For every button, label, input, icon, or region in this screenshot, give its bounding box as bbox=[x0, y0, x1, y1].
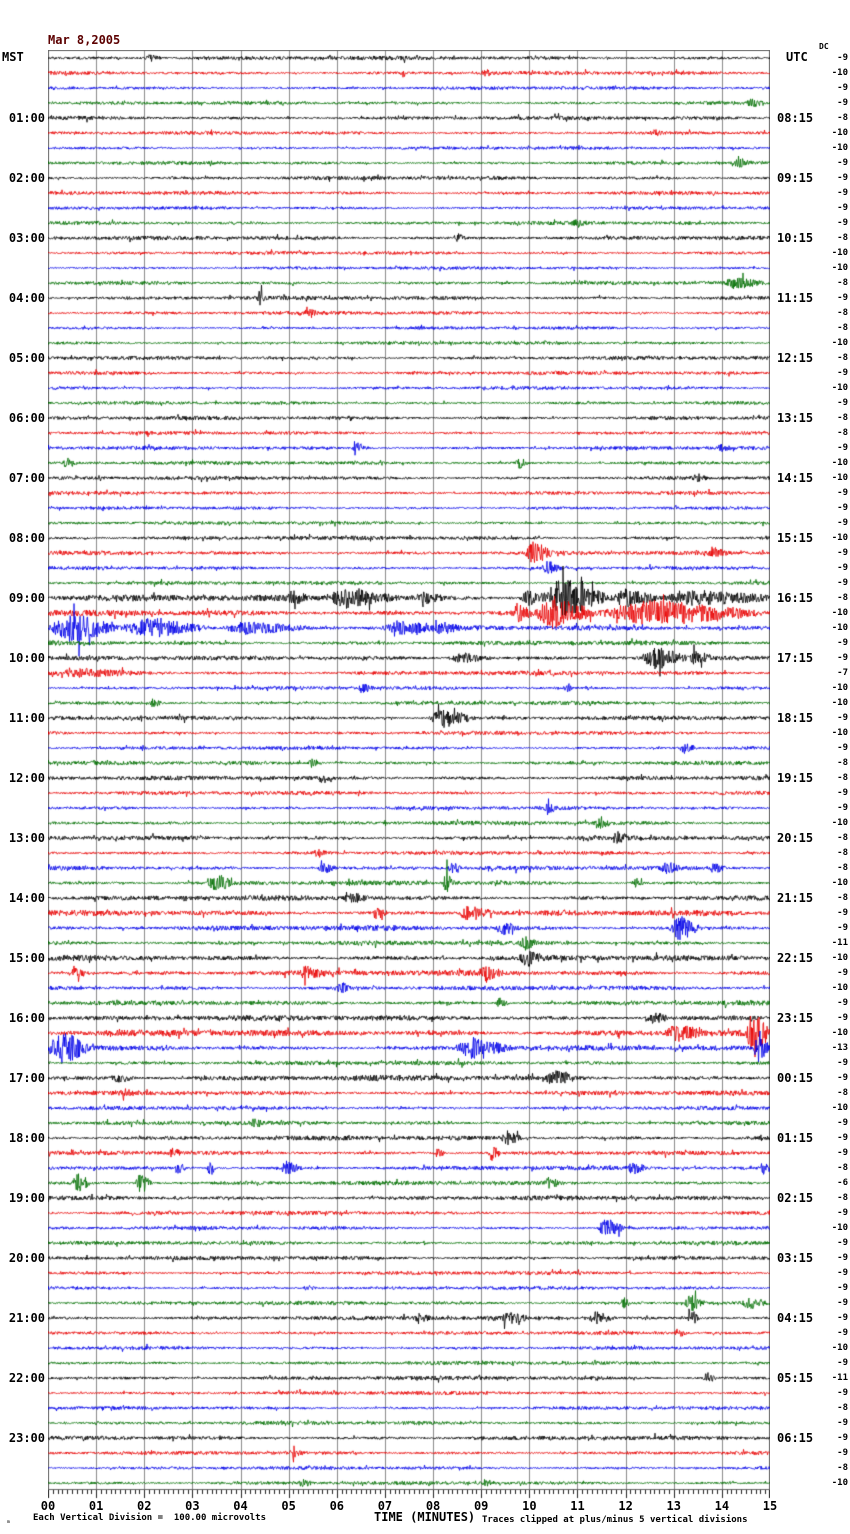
dc-value: -10 bbox=[831, 728, 848, 738]
dc-value: -9 bbox=[837, 293, 848, 303]
utc-label: 01:15 bbox=[777, 1131, 814, 1145]
utc-label: 05:15 bbox=[777, 1371, 814, 1385]
dc-value: -9 bbox=[837, 203, 848, 213]
vertical-division-note: Each Vertical Division = 100.00 microvolts bbox=[33, 1513, 266, 1523]
utc-label: 19:15 bbox=[777, 771, 814, 785]
dc-value: -9 bbox=[837, 743, 848, 753]
mst-label: 03:00 bbox=[8, 231, 45, 245]
utc-label: 14:15 bbox=[777, 471, 814, 485]
dc-value: -9 bbox=[837, 578, 848, 588]
x-tick-label: 08 bbox=[425, 1499, 441, 1513]
dc-value: -13 bbox=[831, 1043, 848, 1053]
dc-value: -10 bbox=[831, 1223, 848, 1233]
dc-value: -9 bbox=[837, 998, 848, 1008]
x-tick-label: 12 bbox=[618, 1499, 633, 1513]
dc-value: -7 bbox=[837, 668, 848, 678]
dc-value: -11 bbox=[831, 938, 848, 948]
dc-value: -9 bbox=[837, 1418, 848, 1428]
dc-value: -10 bbox=[831, 623, 848, 633]
dc-value: -9 bbox=[837, 638, 848, 648]
dc-value: -9 bbox=[837, 908, 848, 918]
dc-value: -10 bbox=[831, 683, 848, 693]
utc-label: 18:15 bbox=[777, 711, 814, 725]
mst-label: 14:00 bbox=[8, 891, 45, 905]
dc-value: -9 bbox=[837, 488, 848, 498]
dc-value: -9 bbox=[837, 968, 848, 978]
dc-value: -9 bbox=[837, 1073, 848, 1083]
utc-label: 17:15 bbox=[777, 651, 814, 665]
dc-value: -10 bbox=[831, 608, 848, 618]
dc-value: -9 bbox=[837, 653, 848, 663]
dc-value: -10 bbox=[831, 953, 848, 963]
utc-label: 06:15 bbox=[777, 1431, 814, 1445]
dc-value: -8 bbox=[837, 428, 848, 438]
mst-label: 02:00 bbox=[8, 171, 45, 185]
x-tick-label: 00 bbox=[40, 1499, 56, 1513]
dc-value: -9 bbox=[837, 1358, 848, 1368]
dc-value: -8 bbox=[837, 1088, 848, 1098]
utc-label: 00:15 bbox=[777, 1071, 814, 1085]
dc-value: -8 bbox=[837, 278, 848, 288]
mst-label: 10:00 bbox=[8, 651, 45, 665]
dc-value: -8 bbox=[837, 413, 848, 423]
mst-label: 05:00 bbox=[8, 351, 45, 365]
utc-label: 20:15 bbox=[777, 831, 814, 845]
utc-label: 13:15 bbox=[777, 411, 814, 425]
dc-value: -10 bbox=[831, 248, 848, 258]
utc-label: 10:15 bbox=[777, 231, 814, 245]
mst-label: 17:00 bbox=[8, 1071, 45, 1085]
clipping-note: Traces clipped at plus/minus 5 vertical divisions bbox=[482, 1515, 748, 1525]
mst-label: 08:00 bbox=[8, 531, 45, 545]
x-tick-label: 13 bbox=[666, 1499, 681, 1513]
dc-value: -8 bbox=[837, 848, 848, 858]
mst-label: 22:00 bbox=[8, 1371, 45, 1385]
x-tick-label: 02 bbox=[137, 1499, 152, 1513]
mst-label: 20:00 bbox=[8, 1251, 45, 1265]
dc-value: -8 bbox=[837, 113, 848, 123]
dc-value: -9 bbox=[837, 1058, 848, 1068]
x-tick-label: 14 bbox=[714, 1499, 730, 1513]
dc-value: -8 bbox=[837, 323, 848, 333]
dc-value: -8 bbox=[837, 1403, 848, 1413]
mst-label: 19:00 bbox=[8, 1191, 45, 1205]
x-tick-label: 09 bbox=[473, 1499, 489, 1513]
dc-value: -10 bbox=[831, 458, 848, 468]
dc-value: -8 bbox=[837, 773, 848, 783]
x-tick-label: 11 bbox=[570, 1499, 585, 1513]
dc-value: -9 bbox=[837, 398, 848, 408]
dc-value: -8 bbox=[837, 833, 848, 843]
x-axis-title: TIME (MINUTES) bbox=[374, 1510, 476, 1524]
dc-value: -10 bbox=[831, 1478, 848, 1488]
dc-value: -8 bbox=[837, 308, 848, 318]
utc-label: 22:15 bbox=[777, 951, 814, 965]
dc-value: -9 bbox=[837, 1013, 848, 1023]
utc-axis-title: UTC bbox=[786, 50, 808, 64]
dc-value: -8 bbox=[837, 233, 848, 243]
x-tick-label: 03 bbox=[185, 1499, 200, 1513]
dc-value: -9 bbox=[837, 563, 848, 573]
dc-value: -9 bbox=[837, 518, 848, 528]
dc-value: -9 bbox=[837, 368, 848, 378]
mst-label: 21:00 bbox=[8, 1311, 45, 1325]
dc-value: -9 bbox=[837, 1208, 848, 1218]
utc-label: 21:15 bbox=[777, 891, 814, 905]
dc-value: -9 bbox=[837, 713, 848, 723]
utc-label: 11:15 bbox=[777, 291, 814, 305]
utc-label: 12:15 bbox=[777, 351, 814, 365]
mst-axis-title: MST bbox=[2, 50, 24, 64]
mst-label: 06:00 bbox=[8, 411, 45, 425]
corner-glyph: ₘ bbox=[6, 1516, 11, 1525]
dc-value: -9 bbox=[837, 923, 848, 933]
dc-value: -9 bbox=[837, 1253, 848, 1263]
mst-label: 12:00 bbox=[8, 771, 45, 785]
x-tick-label: 06 bbox=[329, 1499, 345, 1513]
dc-value: -9 bbox=[837, 1313, 848, 1323]
dc-value: -9 bbox=[837, 53, 848, 63]
dc-value: -8 bbox=[837, 1193, 848, 1203]
dc-value: -9 bbox=[837, 83, 848, 93]
dc-value: -9 bbox=[837, 1388, 848, 1398]
dc-value: -9 bbox=[837, 443, 848, 453]
x-tick-label: 01 bbox=[88, 1499, 104, 1513]
mst-label: 09:00 bbox=[8, 591, 45, 605]
dc-value: -9 bbox=[837, 803, 848, 813]
dc-value: -10 bbox=[831, 878, 848, 888]
x-tick-label: 07 bbox=[377, 1499, 393, 1513]
dc-value: -10 bbox=[831, 1103, 848, 1113]
dc-value: -10 bbox=[831, 383, 848, 393]
utc-label: 16:15 bbox=[777, 591, 814, 605]
mst-label: 04:00 bbox=[8, 291, 45, 305]
dc-value: -9 bbox=[837, 98, 848, 108]
utc-label: 04:15 bbox=[777, 1311, 814, 1325]
dc-value: -10 bbox=[831, 1343, 848, 1353]
x-tick-label: 10 bbox=[522, 1499, 537, 1513]
dc-value: -8 bbox=[837, 863, 848, 873]
utc-label: 02:15 bbox=[777, 1191, 814, 1205]
mst-label: 15:00 bbox=[8, 951, 45, 965]
dc-value: -9 bbox=[837, 158, 848, 168]
dc-value: -10 bbox=[831, 533, 848, 543]
utc-label: 03:15 bbox=[777, 1251, 814, 1265]
utc-label: 09:15 bbox=[777, 171, 814, 185]
utc-label: 23:15 bbox=[777, 1011, 814, 1025]
dc-value: -10 bbox=[831, 143, 848, 153]
dc-value: -8 bbox=[837, 893, 848, 903]
mst-label: 01:00 bbox=[8, 111, 45, 125]
mst-label: 18:00 bbox=[8, 1131, 45, 1145]
mst-label: 07:00 bbox=[8, 471, 45, 485]
x-tick-label: 05 bbox=[281, 1499, 296, 1513]
dc-value: -9 bbox=[837, 1298, 848, 1308]
dc-value: -9 bbox=[837, 188, 848, 198]
dc-column-title: DC bbox=[819, 42, 829, 51]
dc-value: -9 bbox=[837, 1448, 848, 1458]
utc-label: 08:15 bbox=[777, 111, 814, 125]
utc-label: 15:15 bbox=[777, 531, 814, 545]
header-date: Mar 8,2005 bbox=[48, 33, 121, 47]
dc-value: -10 bbox=[831, 1028, 848, 1038]
dc-value: -8 bbox=[837, 593, 848, 603]
dc-value: -10 bbox=[831, 338, 848, 348]
dc-value: -9 bbox=[837, 173, 848, 183]
x-tick-label: 04 bbox=[233, 1499, 248, 1513]
dc-value: -9 bbox=[837, 1283, 848, 1293]
dc-value: -10 bbox=[831, 68, 848, 78]
dc-value: -10 bbox=[831, 818, 848, 828]
dc-value: -8 bbox=[837, 353, 848, 363]
mst-label: 13:00 bbox=[8, 831, 45, 845]
dc-value: -8 bbox=[837, 758, 848, 768]
x-tick-label: 15 bbox=[762, 1499, 778, 1513]
dc-value: -10 bbox=[831, 698, 848, 708]
dc-value: -10 bbox=[831, 263, 848, 273]
dc-value: -9 bbox=[837, 1133, 848, 1143]
mst-label: 16:00 bbox=[8, 1011, 45, 1025]
seismogram-trace-canvas bbox=[48, 50, 770, 1500]
dc-value: -9 bbox=[837, 1433, 848, 1443]
mst-label: 11:00 bbox=[8, 711, 45, 725]
dc-value: -9 bbox=[837, 788, 848, 798]
dc-value: -9 bbox=[837, 548, 848, 558]
mst-label: 23:00 bbox=[8, 1431, 45, 1445]
dc-value: -8 bbox=[837, 1463, 848, 1473]
dc-value: -9 bbox=[837, 1118, 848, 1128]
dc-value: -10 bbox=[831, 128, 848, 138]
dc-value: -9 bbox=[837, 1148, 848, 1158]
dc-value: -10 bbox=[831, 473, 848, 483]
dc-value: -6 bbox=[837, 1178, 848, 1188]
dc-value: -8 bbox=[837, 1163, 848, 1173]
dc-value: -9 bbox=[837, 503, 848, 513]
dc-value: -9 bbox=[837, 1238, 848, 1248]
dc-value: -10 bbox=[831, 983, 848, 993]
dc-value: -9 bbox=[837, 218, 848, 228]
dc-value: -9 bbox=[837, 1268, 848, 1278]
dc-value: -11 bbox=[831, 1373, 848, 1383]
dc-value: -9 bbox=[837, 1328, 848, 1338]
